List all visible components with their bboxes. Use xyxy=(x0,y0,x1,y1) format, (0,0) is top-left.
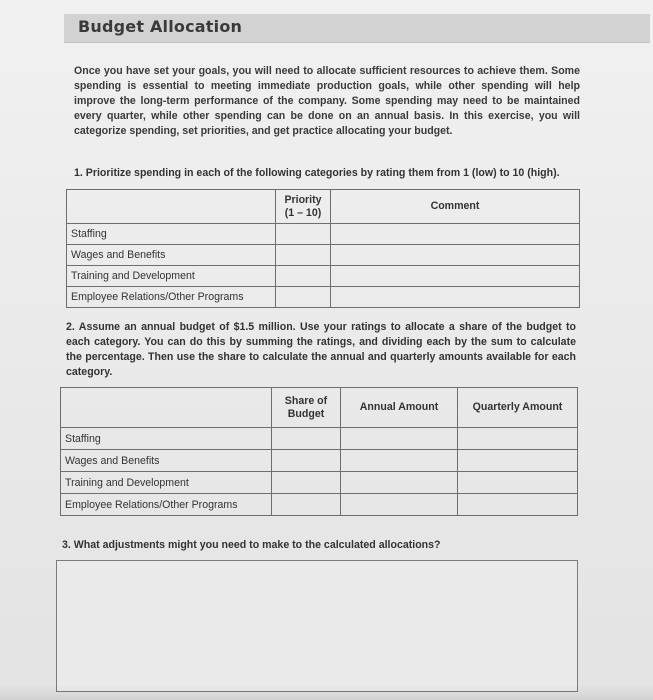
quarterly-cell[interactable] xyxy=(458,450,578,472)
header-annual-amount: Annual Amount xyxy=(341,388,458,428)
category-label: Wages and Benefits xyxy=(61,450,272,472)
answer-box[interactable] xyxy=(56,560,578,692)
header-quarterly-amount: Quarterly Amount xyxy=(458,388,578,428)
header-category xyxy=(67,190,276,224)
annual-cell[interactable] xyxy=(341,494,458,516)
priority-cell[interactable] xyxy=(276,224,331,245)
category-label: Employee Relations/Other Programs xyxy=(67,287,276,308)
table-row xyxy=(67,224,580,245)
intro-paragraph: Once you have set your goals, you will need to allocate sufficient resources to achieve them. Some spending is essential to meeting immediate production goals, while other spending will help improve the long-term performance of the company. Some spending may need to be maintained every quarter, while other spending can be done on an annual basis. In this exercise, you will categorize spending, set priorities, and get practice allocating your budget. xyxy=(74,65,580,137)
priority-cell[interactable] xyxy=(276,245,331,266)
table-row xyxy=(67,245,580,266)
header-category xyxy=(61,388,272,428)
table-row xyxy=(61,494,578,516)
priority-cell[interactable] xyxy=(276,287,331,308)
category-label: Staffing xyxy=(61,428,272,450)
table-row xyxy=(67,287,580,308)
comment-cell[interactable] xyxy=(331,287,580,308)
question-1: 1. Prioritize spending in each of the following categories by rating them from 1 (low) to 10 (high). xyxy=(74,167,560,179)
share-cell[interactable] xyxy=(272,450,341,472)
priority-cell[interactable] xyxy=(276,266,331,287)
comment-cell[interactable] xyxy=(331,245,580,266)
share-cell[interactable] xyxy=(272,472,341,494)
category-label: Training and Development xyxy=(61,472,272,494)
priority-table xyxy=(66,189,580,308)
page-shadow xyxy=(0,685,653,700)
annual-cell[interactable] xyxy=(341,428,458,450)
header-share-of-budget: Share of Budget xyxy=(272,388,341,428)
table-row xyxy=(61,472,578,494)
header-priority: Priority (1 – 10) xyxy=(276,190,331,224)
annual-cell[interactable] xyxy=(341,472,458,494)
page-title: Budget Allocation xyxy=(78,17,243,36)
title-bar xyxy=(64,14,650,43)
annual-cell[interactable] xyxy=(341,450,458,472)
table-row xyxy=(61,428,578,450)
category-label: Employee Relations/Other Programs xyxy=(61,494,272,516)
header-comment: Comment xyxy=(331,190,580,224)
allocation-table xyxy=(60,387,578,516)
comment-cell[interactable] xyxy=(331,224,580,245)
category-label: Wages and Benefits xyxy=(67,245,276,266)
comment-cell[interactable] xyxy=(331,266,580,287)
question-2: 2. Assume an annual budget of $1.5 million. Use your ratings to allocate a share of the budget to each category. You can do this by summing the ratings, and dividing each by the sum to calculate the percentage. Then use the share to calculate the annual and quarterly amounts available for each category. xyxy=(66,321,576,378)
share-cell[interactable] xyxy=(272,494,341,516)
category-label: Staffing xyxy=(67,224,276,245)
quarterly-cell[interactable] xyxy=(458,428,578,450)
table-header-row xyxy=(61,388,578,428)
table-header-row xyxy=(67,190,580,224)
quarterly-cell[interactable] xyxy=(458,494,578,516)
category-label: Training and Development xyxy=(67,266,276,287)
question-3: 3. What adjustments might you need to make to the calculated allocations? xyxy=(62,539,441,551)
quarterly-cell[interactable] xyxy=(458,472,578,494)
share-cell[interactable] xyxy=(272,428,341,450)
table-row xyxy=(61,450,578,472)
table-row xyxy=(67,266,580,287)
